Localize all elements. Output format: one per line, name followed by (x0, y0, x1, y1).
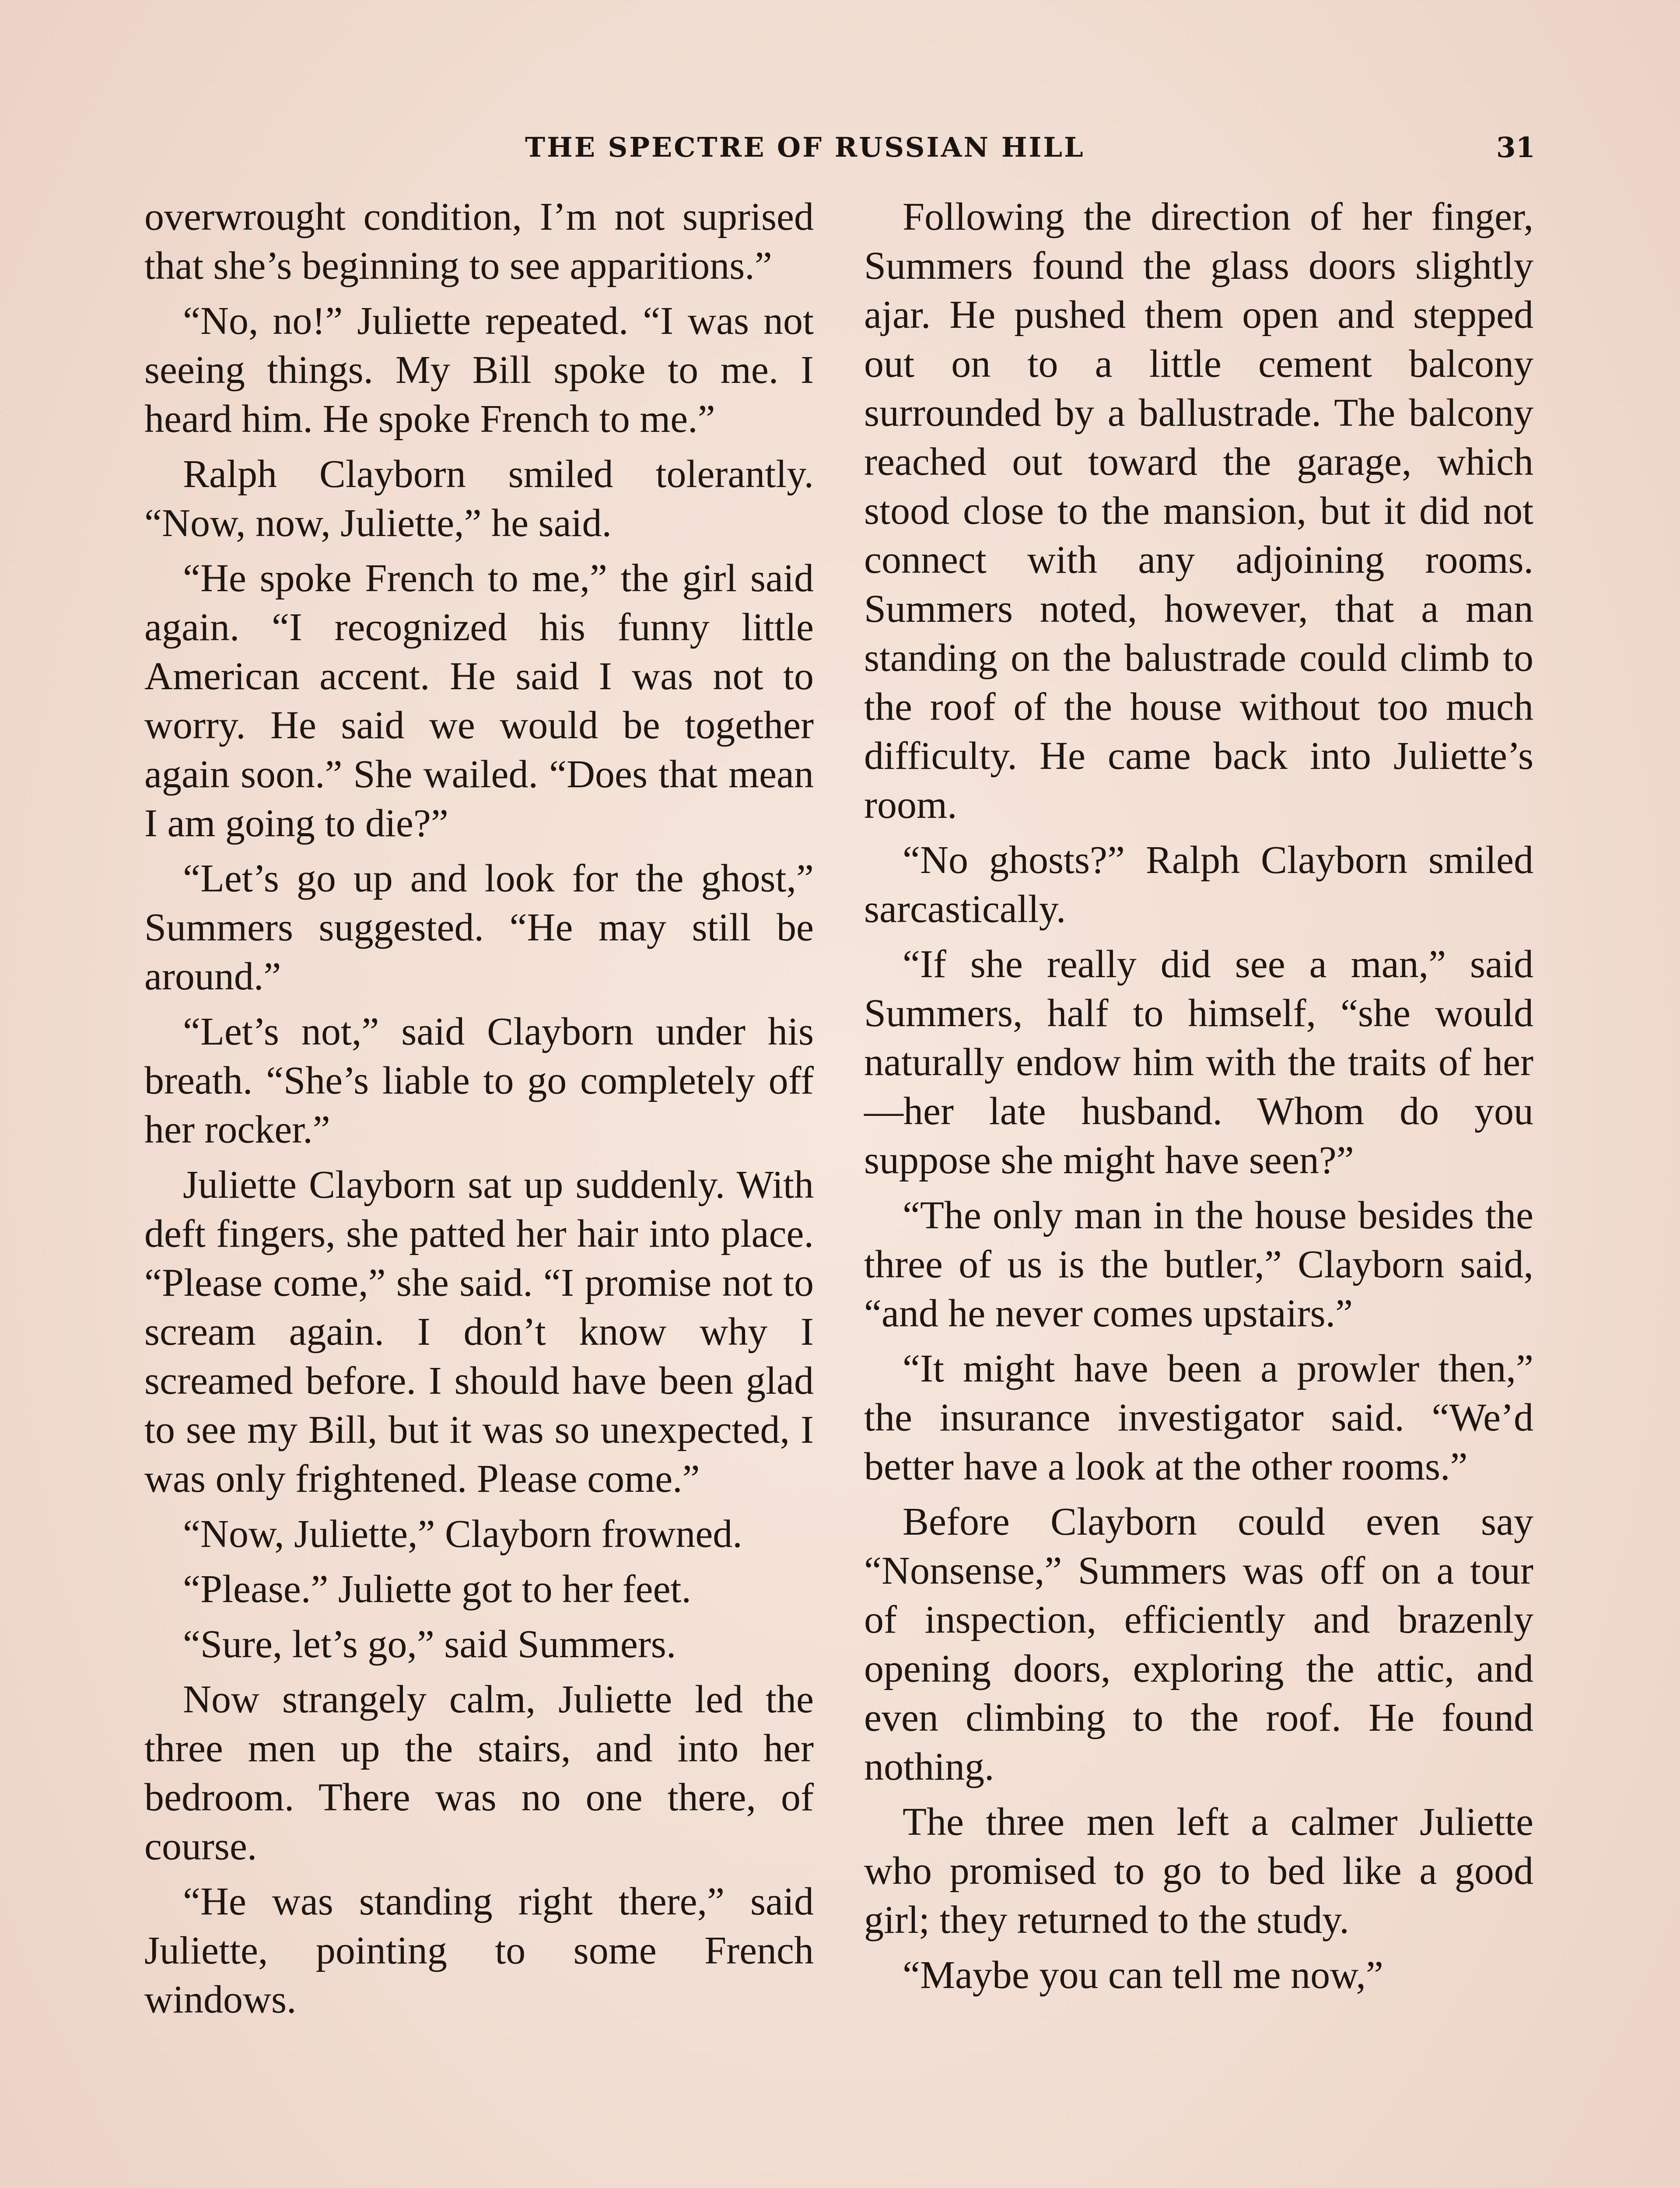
paragraph: Now strangely calm, Juliette led the three men up the stairs, and into her bedroom. There was no one there, of course. (144, 1678, 814, 1868)
left-column (144, 193, 814, 2030)
running-title: THE SPECTRE OF RUSSIAN HILL (525, 131, 1085, 163)
paragraph: “Now, Juliette,” Clayborn frowned. (183, 1512, 742, 1556)
paragraph: “He spoke French to me,” the girl said again. “I recognized his funny little American accent. He said I was not to worry. He said we would be together again soon.” She wailed. “Does that mean I am going to die?” (144, 557, 814, 845)
paragraph: overwrought condition, I’m not suprised that she’s beginning to see apparitions.” (144, 195, 814, 288)
paragraph: “Sure, let’s go,” said Summers. (183, 1623, 676, 1666)
paragraph: “He was standing right there,” said Juliette, pointing to some French windows. (144, 1880, 814, 2021)
paragraph: Ralph Clayborn smiled tolerantly. “Now, now, Juliette,” he said. (144, 452, 814, 545)
paragraph: “Let’s not,” said Clayborn under his breath. “She’s liable to go completely off her rocker.” (144, 1010, 814, 1151)
paragraph: Following the direction of her finger, Summers found the glass doors slightly ajar. He pushed them open and stepped out on to a little cement balcony surrounded by a ballustrade. The balcony reached out toward the garage, which stood close to the mansion, but it did not connect with any adjoining rooms. Summers noted, however, that a man standing on the balustrade could climb to the roof of the house without too much difficulty. He came back into Juliette’s room. (864, 195, 1533, 827)
paragraph: “If she really did see a man,” said Summers, half to himself, “she would naturally endow him with the traits of her—her late husband. Whom do you suppose she might have seen?” (864, 943, 1533, 1182)
paragraph: “Let’s go up and look for the ghost,” Summers suggested. “He may still be around.” (144, 857, 814, 998)
page-number: 31 (1496, 131, 1536, 164)
right-column (864, 193, 1533, 2006)
paragraph: The three men left a calmer Juliette who promised to go to bed like a good girl; they returned to the study. (864, 1800, 1533, 1942)
paragraph: Juliette Clayborn sat up suddenly. With deft fingers, she patted her hair into place. “Please come,” she said. “I promise not to scream again. I don’t know why I screamed before. I should have been glad to see my Bill, but it was so unexpected, I was only frightened. Please come.” (144, 1163, 814, 1501)
paragraph: “No, no!” Juliette repeated. “I was not seeing things. My Bill spoke to me. I heard him. He spoke French to me.” (144, 299, 814, 441)
paragraph: “No ghosts?” Ralph Clayborn smiled sarcastically. (864, 838, 1533, 931)
paragraph: “Maybe you can tell me now,” (903, 1953, 1383, 1997)
paragraph: “It might have been a prowler then,” the insurance investigator said. “We’d better have a look at the other rooms.” (864, 1347, 1533, 1488)
paragraph: Before Clayborn could even say “Nonsense,” Summers was off on a tour of inspection, efficiently and brazenly opening doors, exploring the attic, and even climbing to the roof. He found nothing. (864, 1500, 1533, 1788)
paragraph: “The only man in the house besides the three of us is the butler,” Clayborn said, “and he never comes upstairs.” (864, 1194, 1533, 1335)
paragraph: “Please.” Juliette got to her feet. (183, 1567, 692, 1611)
